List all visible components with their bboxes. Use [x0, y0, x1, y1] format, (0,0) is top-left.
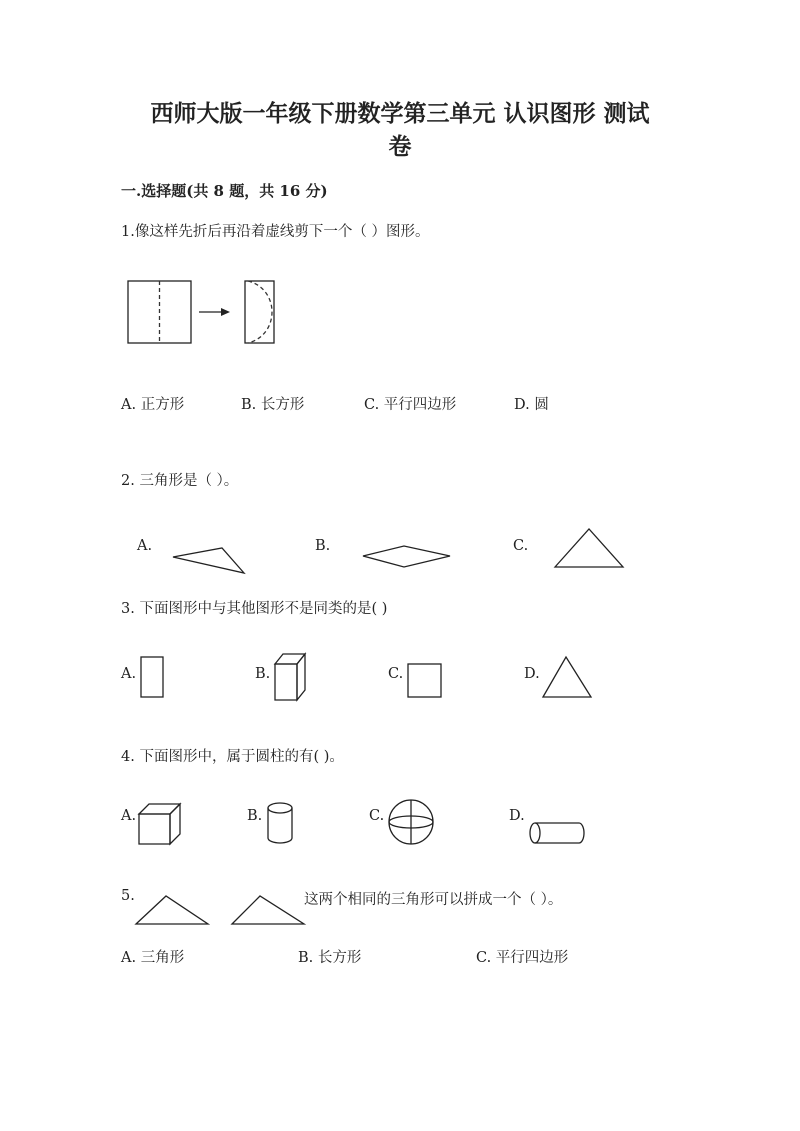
q4-shape-b-cylinder	[264, 800, 298, 848]
question-3-text: 3. 下面图形中与其他图形不是同类的是( )	[121, 601, 388, 617]
question-5-number: 5.	[121, 888, 135, 904]
q2-option-b[interactable]: B.	[315, 538, 331, 554]
page-title-line1: 西师大版一年级下册数学第三单元 认识图形 测试	[150, 100, 650, 127]
q3-shape-d-triangle	[540, 654, 600, 700]
q3-option-a[interactable]: A.	[121, 666, 137, 682]
q4-option-b[interactable]: B.	[247, 808, 263, 824]
q1-option-c[interactable]: C. 平行四边形	[364, 397, 457, 413]
q1-fold-diagram	[120, 275, 290, 355]
q3-shape-c-square	[405, 661, 445, 701]
q3-shape-b-cuboid	[272, 651, 312, 703]
question-1-text: 1.像这样先折后再沿着虚线剪下一个（ ）图形。	[121, 224, 430, 240]
question-4-text: 4. 下面图形中，属于圆柱的有( )。	[121, 749, 344, 765]
q4-shape-d-lying-cylinder	[527, 820, 589, 850]
q1-cut-arc	[248, 281, 272, 343]
q5-triangle-2	[232, 896, 304, 924]
q4-shape-a-cube	[136, 800, 186, 848]
q2-shape-b	[360, 543, 455, 573]
question-5-text: 这两个相同的三角形可以拼成一个（ ）。	[304, 892, 563, 908]
q1-option-a[interactable]: A. 正方形	[121, 397, 185, 413]
q1-folded-rect	[245, 281, 274, 343]
q2-shape-a	[170, 538, 250, 578]
q4-option-a[interactable]: A.	[121, 808, 137, 824]
q2-shape-c	[550, 526, 630, 571]
q4-shape-c-sphere	[387, 798, 437, 848]
q1-arrow-head	[221, 308, 230, 316]
question-2-text: 2. 三角形是（ ）。	[121, 473, 239, 489]
q2-option-a[interactable]: A.	[137, 538, 153, 554]
q2-option-c[interactable]: C.	[513, 538, 529, 554]
q1-option-b[interactable]: B. 长方形	[241, 397, 305, 413]
section-heading: 一.选择题(共 8 题，共 16 分)	[121, 182, 328, 200]
q4-option-c[interactable]: C.	[369, 808, 385, 824]
q1-option-d[interactable]: D. 圆	[514, 397, 549, 413]
q5-triangles	[130, 890, 315, 930]
page-title-line2: 卷	[388, 133, 412, 160]
q5-option-c[interactable]: C. 平行四边形	[476, 950, 569, 966]
q5-triangle-1	[136, 896, 208, 924]
q4-option-d[interactable]: D.	[509, 808, 525, 824]
q3-option-c[interactable]: C.	[388, 666, 404, 682]
q3-option-b[interactable]: B.	[255, 666, 271, 682]
q3-option-d[interactable]: D.	[524, 666, 540, 682]
q5-option-b[interactable]: B. 长方形	[298, 950, 362, 966]
q5-option-a[interactable]: A. 三角形	[121, 950, 185, 966]
q3-shape-a-rectangle	[138, 654, 168, 700]
